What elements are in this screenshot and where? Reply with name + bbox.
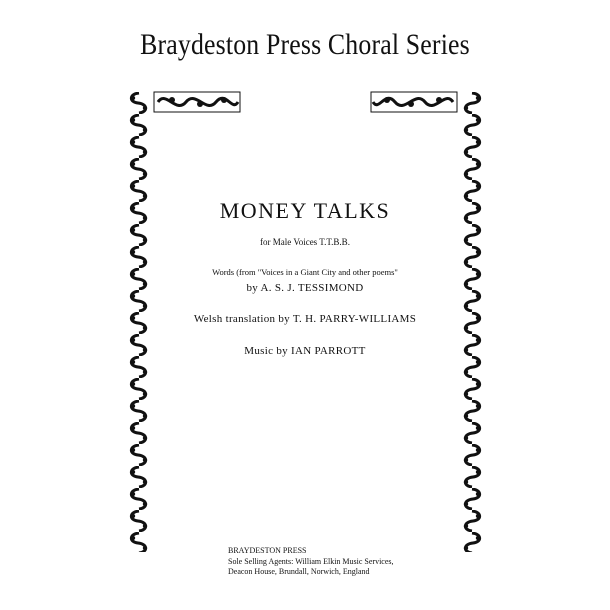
top-right-floral-ornament-icon	[369, 88, 459, 116]
voicing: for Male Voices T.T.B.B.	[260, 237, 350, 247]
publisher-address: Deacon House, Brundall, Norwich, England	[228, 567, 370, 576]
publisher-block	[228, 546, 488, 578]
series-title: Braydeston Press Choral Series	[140, 28, 470, 61]
words-author: by A. S. J. TESSIMOND	[246, 282, 364, 294]
selling-agents: Sole Selling Agents: William Elkin Music Services,	[228, 556, 394, 566]
publisher-name: BRAYDESTON PRESS	[228, 546, 307, 555]
music-credit: Music by IAN PARROTT	[244, 345, 366, 357]
words-source: Words (from "Voices in a Giant City and other poems"	[212, 267, 398, 277]
top-left-floral-ornament-icon	[152, 88, 242, 116]
translation-credit: Welsh translation by T. H. PARRY-WILLIAMS	[193, 313, 417, 325]
work-title: MONEY TALKS	[219, 198, 391, 223]
